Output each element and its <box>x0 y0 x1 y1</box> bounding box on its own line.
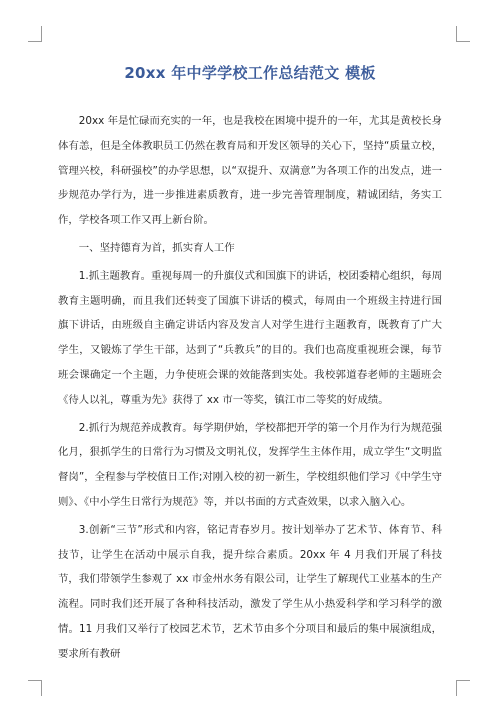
crop-mark-bottom-right <box>456 680 470 696</box>
crop-mark-top-right <box>456 26 470 42</box>
paragraph-three-festivals: 3.创新“三节”形式和内容，铭记青春岁月。按计划举办了艺术节、体育节、科技节，让学生在活动中展示自我，提升综合素质。20xx 年 4 月我们开展了科技节，我们带领学生参观了 xx 市金州水务有限公司，让学生了解现代工业基本的生产流程。同时我们还开展了各种科技活动，激发了学生从小热爱科学和学习科学的激情。11 月我们又举行了校园艺术节，艺术节由多个分项目和最后的集中展演组成，要求所有教研 <box>58 523 442 660</box>
paragraph-intro: 20xx 年是忙碌而充实的一年，也是我校在困境中提升的一年，尤其是黄校长身体有恙，但是全体教职员工仍然在教育局和开发区领导的关心下，坚持“质量立校，管理兴校，科研强校”的办学思想，以“双提升、双满意”为各项工作的出发点，进一步规范办学行为，进一步推进素质教育，进一步完善管理制度，精诚团结，务实工作，学校各项工作又再上新台阶。 <box>58 115 442 227</box>
document-title: 20xx 年中学学校工作总结范文 模板 <box>124 64 376 82</box>
crop-mark-top-left <box>28 26 42 42</box>
paragraph-theme-education: 1.抓主题教育。重视每周一的升旗仪式和国旗下的讲话，校团委精心组织，每周教育主题明确，而且我们还转变了国旗下讲话的模式，每周由一个班级主持进行国旗下讲话，由班级自主确定讲话内容及发言人对学生进行主题教育，既教育了广大学生，又锻炼了学生干部，达到了“兵教兵”的目的。我们也高度重视班会课，每节班会课确定一个主题，力争使班会课的效能落到实处。我校郭道春老师的主题班会《待人以礼，尊重为先》获得了 xx 市一等奖，镇江市二等奖的好成绩。 <box>58 269 442 406</box>
paragraph-behavior-norms: 2.抓行为规范养成教育。每学期伊始，学校都把开学的第一个月作为行为规范强化月，狠抓学生的日常行为习惯及文明礼仪，发挥学生主体作用，成立学生“文明监督岗”，全程参与学校值日工作;对刚入校的初一新生，学校组织他们学习《中学生守则》、《中小学生日常行为规范》等，并以书面的方式查效果，以求入脑入心。 <box>58 421 442 508</box>
section-heading: 一、坚持德育为首，抓实育人工作 <box>78 241 235 254</box>
document-body <box>58 109 442 667</box>
crop-mark-bottom-left <box>28 680 42 696</box>
